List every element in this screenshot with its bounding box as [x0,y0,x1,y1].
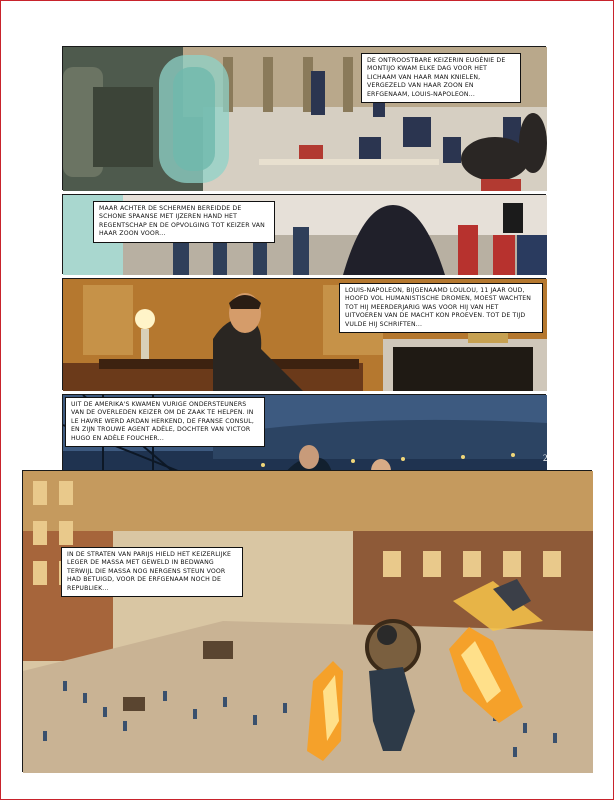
panel-5-art [23,471,593,773]
panel-2 [62,194,546,274]
panel-5 [22,470,592,772]
page-number: 2 [543,453,548,463]
panel-1-caption: DE ONTROOSTBARE KEIZERIN EUGÉNIE DE MONTIJO KWAM ELKE DAG VOOR HET LICHAAM VAN HAAR MAN KNIELEN, VERGEZELD VAN HAAR ZOON EN ERFGENAAM, LOUIS-NAPOLEON... [361,53,521,103]
panel-4-caption: UIT DE AMERIKA'S KWAMEN VURIGE ONDERSTEUNERS VAN DE OVERLEDEN KEIZER OM DE ZAAK TE HELPEN. IN LE HAVRE WERD ARDAN HERKEND, DE FRANSE CONSUL, EN ZIJN TROUWE AGENT ADÈLE, DOCHTER VAN VICTOR HUGO EN ADÈLE FOUCHER... [65,397,265,447]
panel-2-caption: MAAR ACHTER DE SCHERMEN BEREIDDE DE SCHONE SPAANSE MET IJZEREN HAND HET REGENTSCHAP EN DE OPVOLGING TOT KEIZER VAN HAAR ZOON VOOR... [93,201,275,243]
panel-3-caption: LOUIS-NAPOLEON, BIJGENAAMD LOULOU, 11 JAAR OUD, HOOFD VOL HUMANISTISCHE DROMEN, MOEST WACHTEN TOT HIJ MEERDERJARIG WAS VOOR HIJ VAN HET UITVOEREN VAN DE MACHT KON PROEVEN. TOT DE TIJD VULDE HIJ SCHRIFTEN... [339,283,543,333]
panel-5-caption: IN DE STRATEN VAN PARIJS HIELD HET KEIZERLIJKE LEGER DE MASSA MET GEWELD IN BEDWANG TERWIJL DIE MASSA NOG NERGENS STEUN VOOR HAD BETUIGD, VOOR DE ERFGENAAM NOCH DE REPUBLIEK... [61,547,243,597]
panel-1 [62,46,546,190]
panel-3 [62,278,546,390]
